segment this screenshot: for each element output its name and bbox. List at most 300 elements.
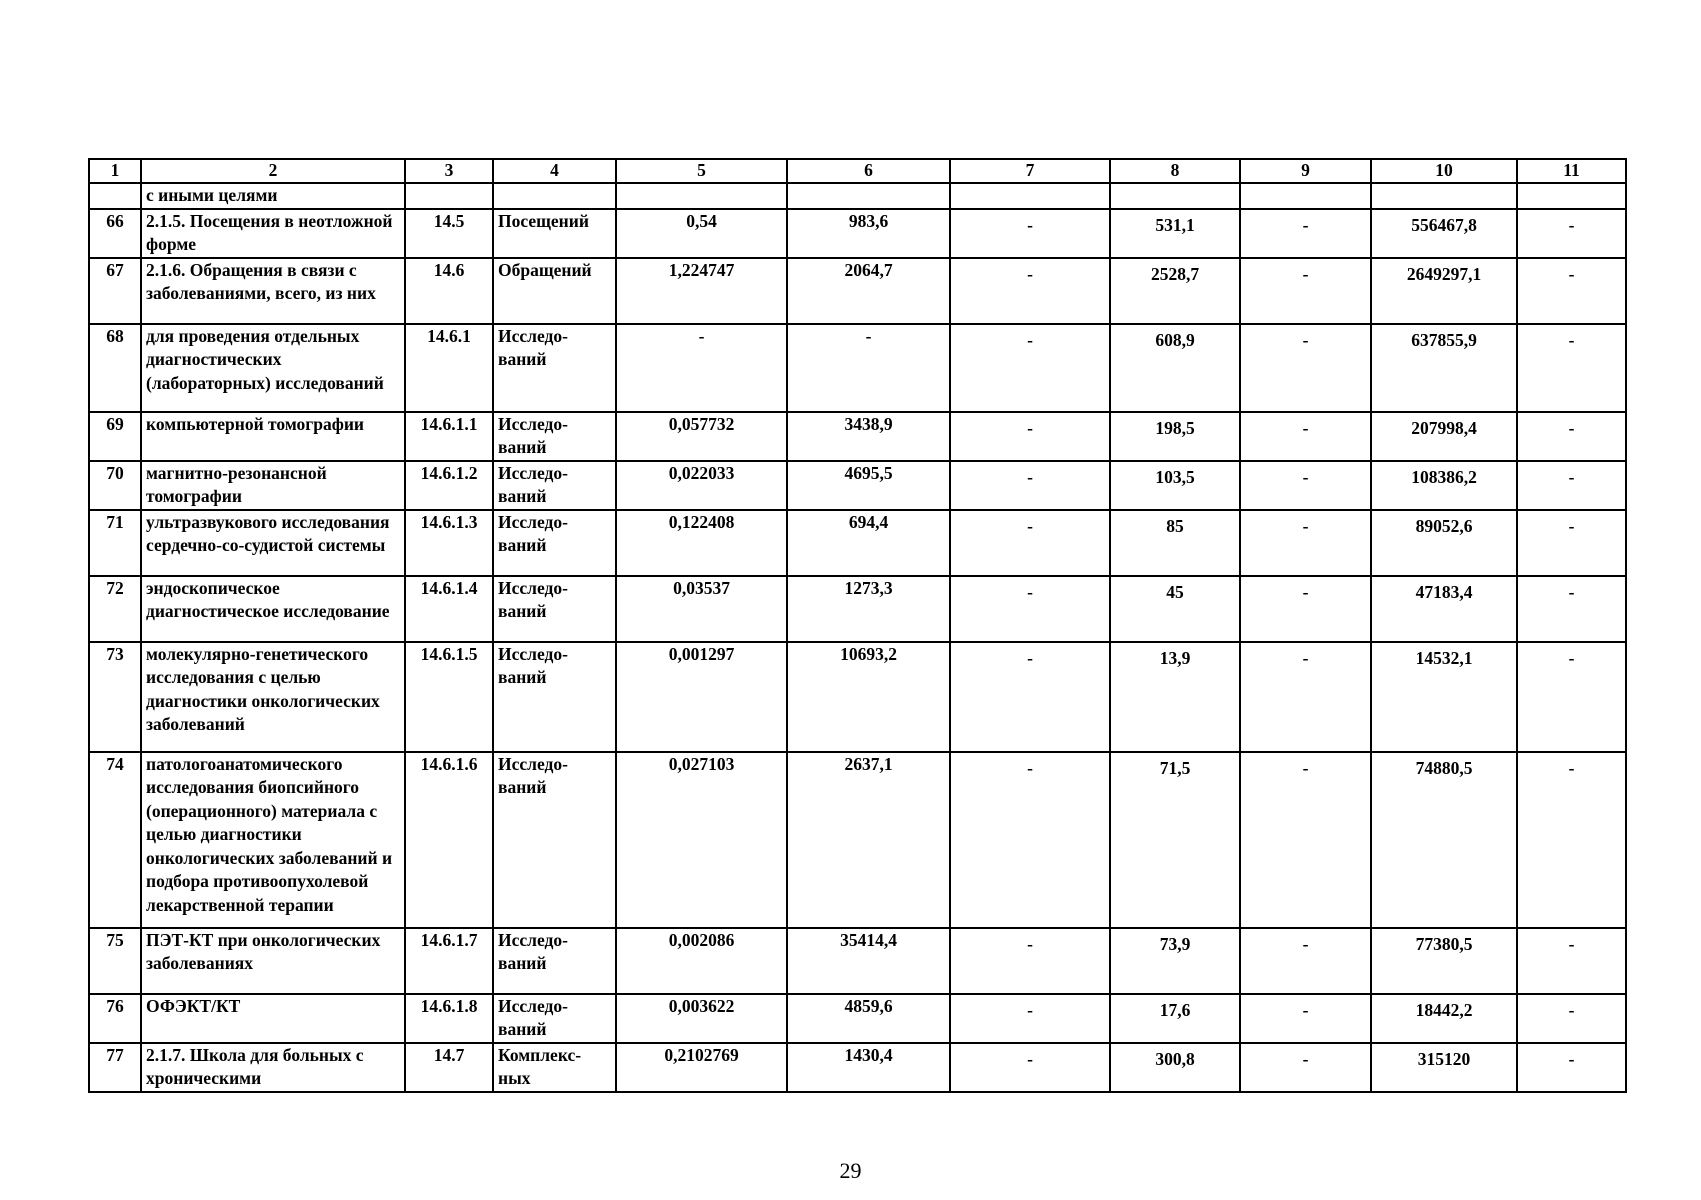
value-cell-6 [787, 461, 950, 510]
value-cell-8 [1110, 461, 1240, 510]
value-cell-9 [1240, 928, 1371, 994]
column-header: 5 [616, 159, 787, 183]
indicator-name-cell [141, 324, 405, 412]
value-cell-8 [1110, 258, 1240, 324]
cell-text: - [1027, 263, 1033, 284]
cell-text: 198,5 [1155, 417, 1195, 438]
cell-text: 108386,2 [1411, 466, 1477, 487]
column-header: 1 [89, 159, 141, 183]
value-cell-9 [1240, 412, 1371, 461]
cell-text: 637855,9 [1411, 329, 1477, 350]
cell-text: - [1568, 757, 1575, 778]
table-body [89, 159, 1626, 1092]
cell-text: - [1302, 999, 1309, 1020]
value-cell-7 [950, 994, 1110, 1043]
cell-text: 68 [106, 325, 124, 346]
value-cell-10 [1371, 209, 1517, 258]
value-cell-10 [1371, 183, 1517, 209]
cell-text: Комплекс-ных [498, 1044, 582, 1088]
cell-text: 0,002086 [668, 929, 735, 950]
row-number-cell [89, 209, 141, 258]
value-cell-9 [1240, 576, 1371, 642]
table-row [89, 928, 1626, 994]
unit-cell [493, 258, 616, 324]
table-row [89, 1043, 1626, 1092]
page-number: 29 [839, 1158, 862, 1183]
indicator-name-cell [141, 576, 405, 642]
cell-text: 300,8 [1155, 1048, 1195, 1069]
row-code-cell [405, 412, 493, 461]
value-cell-6 [787, 994, 950, 1043]
cell-text: 4695,5 [844, 462, 893, 483]
row-code-cell [405, 928, 493, 994]
table-row [89, 412, 1626, 461]
unit-cell [493, 1043, 616, 1092]
value-cell-9 [1240, 258, 1371, 324]
value-cell-11 [1517, 258, 1626, 324]
indicator-name-cell [141, 412, 405, 461]
cell-text: 71,5 [1159, 757, 1191, 778]
cell-text: 531,1 [1155, 214, 1195, 235]
table-row [89, 752, 1626, 928]
cell-text: - [698, 325, 705, 346]
cell-text: 103,5 [1155, 466, 1195, 487]
value-cell-9 [1240, 752, 1371, 928]
value-cell-6 [787, 209, 950, 258]
value-cell-5 [616, 994, 787, 1043]
cell-text: эндоскопическое диагностическое исследование [146, 577, 390, 621]
unit-cell [493, 510, 616, 576]
row-code-cell [405, 994, 493, 1043]
cell-text: Исследо-ваний [498, 929, 568, 973]
value-cell-5 [616, 752, 787, 928]
indicator-name-cell [141, 752, 405, 928]
cell-text: ОФЭКТ/КТ [146, 995, 241, 1016]
value-cell-7 [950, 1043, 1110, 1092]
cell-text: - [1302, 466, 1309, 487]
row-number-cell [89, 576, 141, 642]
cell-text: - [1027, 757, 1033, 778]
indicator-name-cell [141, 510, 405, 576]
row-code-cell [405, 510, 493, 576]
value-cell-8 [1110, 1043, 1240, 1092]
row-number-cell [89, 752, 141, 928]
cell-text: 207998,4 [1411, 417, 1477, 438]
value-cell-7 [950, 752, 1110, 928]
value-cell-5 [616, 1043, 787, 1092]
cell-text: патологоанатомического исследования биопсийного (операционного) материала с целью диагностики онкологических заболеваний и подбора противоопухолевой лекарственной терапии [146, 753, 393, 915]
cell-text: - [1027, 647, 1033, 668]
cell-text: 45 [1166, 581, 1184, 602]
cell-text: 0,54 [686, 210, 717, 231]
value-cell-9 [1240, 994, 1371, 1043]
cell-text: 0,2102769 [664, 1044, 739, 1065]
row-number-cell [89, 183, 141, 209]
indicator-name-cell [141, 461, 405, 510]
value-cell-6 [787, 412, 950, 461]
cell-text: - [1027, 329, 1033, 350]
cell-text: 14.6.1 [427, 325, 471, 346]
cell-text: - [865, 325, 872, 346]
cell-text: 14532,1 [1415, 647, 1473, 668]
value-cell-8 [1110, 183, 1240, 209]
cell-text: 14.6.1.2 [420, 462, 478, 483]
cell-text: 0,001297 [668, 643, 735, 664]
row-code-cell [405, 576, 493, 642]
value-cell-11 [1517, 752, 1626, 928]
row-code-cell [405, 324, 493, 412]
value-cell-6 [787, 510, 950, 576]
value-cell-5 [616, 642, 787, 752]
cell-text: - [1302, 581, 1309, 602]
cell-text: магнитно-резонансной томографии [146, 462, 327, 506]
cell-text: - [1302, 329, 1309, 350]
cell-text: - [1027, 214, 1033, 235]
cell-text: Посещений [498, 210, 589, 231]
row-number-cell [89, 412, 141, 461]
cell-text: 66 [106, 210, 124, 231]
column-header: 7 [950, 159, 1110, 183]
cell-text: - [1302, 515, 1309, 536]
cell-text: 14.6 [433, 259, 465, 280]
cell-text: компьютерной томографии [146, 413, 364, 434]
cell-text: 2.1.5. Посещения в неотложной форме [146, 210, 393, 254]
value-cell-9 [1240, 183, 1371, 209]
cell-text: Исследо-ваний [498, 511, 568, 555]
value-cell-8 [1110, 209, 1240, 258]
cell-text: 2.1.6. Обращения в связи с заболеваниями, всего, из них [146, 259, 376, 303]
cell-text: 0,003622 [668, 995, 735, 1016]
value-cell-9 [1240, 642, 1371, 752]
column-header: 9 [1240, 159, 1371, 183]
cell-text: - [1568, 263, 1575, 284]
value-cell-10 [1371, 258, 1517, 324]
row-code-cell [405, 258, 493, 324]
cell-text: - [1568, 329, 1575, 350]
cell-text: 14.5 [433, 210, 465, 231]
value-cell-11 [1517, 412, 1626, 461]
cell-text: 0,122408 [668, 511, 735, 532]
cell-text: 14.7 [433, 1044, 465, 1065]
row-code-cell [405, 752, 493, 928]
row-number-cell [89, 510, 141, 576]
cell-text: - [1302, 214, 1309, 235]
cell-text: - [1568, 581, 1575, 602]
cell-text: 315120 [1417, 1048, 1471, 1069]
value-cell-10 [1371, 994, 1517, 1043]
value-cell-10 [1371, 642, 1517, 752]
unit-cell [493, 576, 616, 642]
unit-cell [493, 461, 616, 510]
unit-cell [493, 642, 616, 752]
cell-text: 0,057732 [668, 413, 735, 434]
value-cell-8 [1110, 324, 1240, 412]
value-cell-5 [616, 183, 787, 209]
value-cell-7 [950, 642, 1110, 752]
unit-cell [493, 324, 616, 412]
indicator-name-cell [141, 258, 405, 324]
value-cell-11 [1517, 324, 1626, 412]
row-number-cell [89, 928, 141, 994]
value-cell-11 [1517, 209, 1626, 258]
value-cell-7 [950, 209, 1110, 258]
column-header: 11 [1517, 159, 1626, 183]
cell-text: - [1027, 581, 1033, 602]
value-cell-10 [1371, 928, 1517, 994]
table-row [89, 258, 1626, 324]
cell-text: 14.6.1.7 [420, 929, 478, 950]
cell-text: - [1568, 1048, 1575, 1069]
cell-text: 77 [106, 1044, 124, 1065]
cell-text: - [1568, 515, 1575, 536]
indicator-name-cell [141, 994, 405, 1043]
cell-text: 13,9 [1159, 647, 1191, 668]
cell-text: 983,6 [848, 210, 889, 231]
cell-text: Исследо-ваний [498, 413, 568, 457]
cell-text: - [1027, 466, 1033, 487]
cell-text: - [1568, 647, 1575, 668]
cell-text: 17,6 [1159, 999, 1191, 1020]
value-cell-7 [950, 324, 1110, 412]
value-cell-9 [1240, 209, 1371, 258]
cell-text: 608,9 [1155, 329, 1195, 350]
cell-text: 73,9 [1159, 933, 1191, 954]
cell-text: 18442,2 [1415, 999, 1473, 1020]
unit-cell [493, 412, 616, 461]
value-cell-6 [787, 1043, 950, 1092]
column-header: 8 [1110, 159, 1240, 183]
indicator-name-cell [141, 928, 405, 994]
value-cell-7 [950, 576, 1110, 642]
cell-text: Исследо-ваний [498, 995, 568, 1039]
value-cell-8 [1110, 576, 1240, 642]
cell-text: 76 [106, 995, 124, 1016]
row-number-cell [89, 994, 141, 1043]
value-cell-7 [950, 258, 1110, 324]
cell-text: 72 [106, 577, 124, 598]
table-row [89, 324, 1626, 412]
row-code-cell [405, 1043, 493, 1092]
value-cell-6 [787, 928, 950, 994]
cell-text: 0,027103 [668, 753, 735, 774]
cell-text: 14.6.1.1 [420, 413, 478, 434]
column-header: 4 [493, 159, 616, 183]
indicator-name-cell [141, 209, 405, 258]
value-cell-6 [787, 642, 950, 752]
cell-text: 2064,7 [844, 259, 893, 280]
cell-text: 2649297,1 [1406, 263, 1482, 284]
cell-text: 1,224747 [668, 259, 735, 280]
cell-text: - [1568, 466, 1575, 487]
indicator-name-cell [141, 183, 405, 209]
cell-text: 67 [106, 259, 124, 280]
cell-text: Исследо-ваний [498, 753, 568, 797]
row-code-cell [405, 461, 493, 510]
indicator-name-cell [141, 642, 405, 752]
value-cell-11 [1517, 510, 1626, 576]
cell-text: 89052,6 [1415, 515, 1473, 536]
value-cell-11 [1517, 461, 1626, 510]
cell-text: 69 [106, 413, 124, 434]
cell-text: 77380,5 [1415, 933, 1473, 954]
value-cell-9 [1240, 324, 1371, 412]
cell-text: 74880,5 [1415, 757, 1473, 778]
table-row [89, 642, 1626, 752]
value-cell-8 [1110, 994, 1240, 1043]
value-cell-11 [1517, 642, 1626, 752]
cell-text: Исследо-ваний [498, 325, 568, 369]
cell-text: 2637,1 [844, 753, 893, 774]
cell-text: - [1568, 214, 1575, 235]
value-cell-5 [616, 576, 787, 642]
value-cell-8 [1110, 752, 1240, 928]
cell-text: 47183,4 [1415, 581, 1473, 602]
unit-cell [493, 752, 616, 928]
row-code-cell [405, 183, 493, 209]
unit-cell [493, 994, 616, 1043]
value-cell-11 [1517, 928, 1626, 994]
cell-text: 3438,9 [844, 413, 893, 434]
value-cell-10 [1371, 412, 1517, 461]
data-table [88, 158, 1627, 1093]
cell-text: ультразвукового исследования сердечно-со-судистой системы [146, 511, 390, 555]
value-cell-8 [1110, 642, 1240, 752]
cell-text: 1430,4 [844, 1044, 893, 1065]
column-header: 3 [405, 159, 493, 183]
row-code-cell [405, 209, 493, 258]
value-cell-8 [1110, 510, 1240, 576]
cell-text: - [1027, 1048, 1033, 1069]
column-header: 2 [141, 159, 405, 183]
value-cell-9 [1240, 461, 1371, 510]
cell-text: 0,03537 [673, 577, 730, 598]
cell-text: 70 [106, 462, 124, 483]
table-row [89, 183, 1626, 209]
cell-text: 2528,7 [1150, 263, 1200, 284]
value-cell-6 [787, 576, 950, 642]
cell-text: 4859,6 [844, 995, 893, 1016]
cell-text: для проведения отдельных диагностических (лабораторных) исследований [146, 325, 384, 393]
cell-text: - [1027, 999, 1033, 1020]
column-header: 10 [1371, 159, 1517, 183]
row-number-cell [89, 324, 141, 412]
cell-text: - [1302, 1048, 1309, 1069]
unit-cell [493, 928, 616, 994]
header-row [89, 159, 1626, 183]
value-cell-5 [616, 928, 787, 994]
cell-text: 14.6.1.3 [420, 511, 478, 532]
table-row [89, 510, 1626, 576]
value-cell-6 [787, 324, 950, 412]
value-cell-10 [1371, 324, 1517, 412]
cell-text: Исследо-ваний [498, 462, 568, 506]
cell-text: 1273,3 [844, 577, 893, 598]
cell-text: 85 [1166, 515, 1184, 536]
value-cell-11 [1517, 994, 1626, 1043]
value-cell-6 [787, 752, 950, 928]
table-row [89, 994, 1626, 1043]
cell-text: 556467,8 [1411, 214, 1477, 235]
value-cell-9 [1240, 510, 1371, 576]
cell-text: 74 [106, 753, 124, 774]
value-cell-10 [1371, 461, 1517, 510]
cell-text: 73 [106, 643, 124, 664]
value-cell-8 [1110, 412, 1240, 461]
cell-text: с иными целями [146, 185, 278, 205]
table-row [89, 461, 1626, 510]
value-cell-11 [1517, 576, 1626, 642]
cell-text: - [1027, 515, 1033, 536]
cell-text: - [1027, 417, 1033, 438]
value-cell-5 [616, 510, 787, 576]
column-header: 6 [787, 159, 950, 183]
value-cell-7 [950, 412, 1110, 461]
cell-text: 75 [106, 929, 124, 950]
cell-text: - [1302, 263, 1309, 284]
cell-text: - [1302, 757, 1309, 778]
cell-text: - [1568, 999, 1575, 1020]
value-cell-8 [1110, 928, 1240, 994]
cell-text: 2.1.7. Школа для больных с хроническими [146, 1044, 364, 1088]
value-cell-9 [1240, 1043, 1371, 1092]
cell-text: Исследо-ваний [498, 577, 568, 621]
cell-text: 10693,2 [840, 643, 897, 664]
cell-text: 14.6.1.6 [420, 753, 478, 774]
table-row [89, 576, 1626, 642]
row-number-cell [89, 461, 141, 510]
cell-text: 14.6.1.8 [420, 995, 478, 1016]
cell-text: Обращений [498, 259, 592, 280]
unit-cell [493, 209, 616, 258]
cell-text: 14.6.1.5 [420, 643, 478, 664]
cell-text: 694,4 [848, 511, 889, 532]
cell-text: - [1302, 417, 1309, 438]
cell-text: - [1568, 933, 1575, 954]
value-cell-7 [950, 183, 1110, 209]
value-cell-11 [1517, 1043, 1626, 1092]
cell-text: ПЭТ-КТ при онкологических заболеваниях [146, 929, 381, 973]
value-cell-10 [1371, 576, 1517, 642]
value-cell-5 [616, 461, 787, 510]
value-cell-10 [1371, 752, 1517, 928]
row-number-cell [89, 642, 141, 752]
value-cell-5 [616, 209, 787, 258]
value-cell-7 [950, 510, 1110, 576]
value-cell-7 [950, 928, 1110, 994]
value-cell-11 [1517, 183, 1626, 209]
cell-text: Исследо-ваний [498, 643, 568, 687]
value-cell-10 [1371, 510, 1517, 576]
value-cell-5 [616, 412, 787, 461]
value-cell-5 [616, 324, 787, 412]
indicator-name-cell [141, 1043, 405, 1092]
value-cell-6 [787, 258, 950, 324]
value-cell-6 [787, 183, 950, 209]
cell-text: 35414,4 [840, 929, 897, 950]
value-cell-10 [1371, 1043, 1517, 1092]
value-cell-7 [950, 461, 1110, 510]
value-cell-5 [616, 258, 787, 324]
unit-cell [493, 183, 616, 209]
cell-text: - [1568, 417, 1575, 438]
cell-text: - [1302, 647, 1309, 668]
table-row [89, 209, 1626, 258]
row-number-cell [89, 1043, 141, 1092]
row-number-cell [89, 258, 141, 324]
cell-text: 0,022033 [668, 462, 735, 483]
row-code-cell [405, 642, 493, 752]
cell-text: - [1302, 933, 1309, 954]
